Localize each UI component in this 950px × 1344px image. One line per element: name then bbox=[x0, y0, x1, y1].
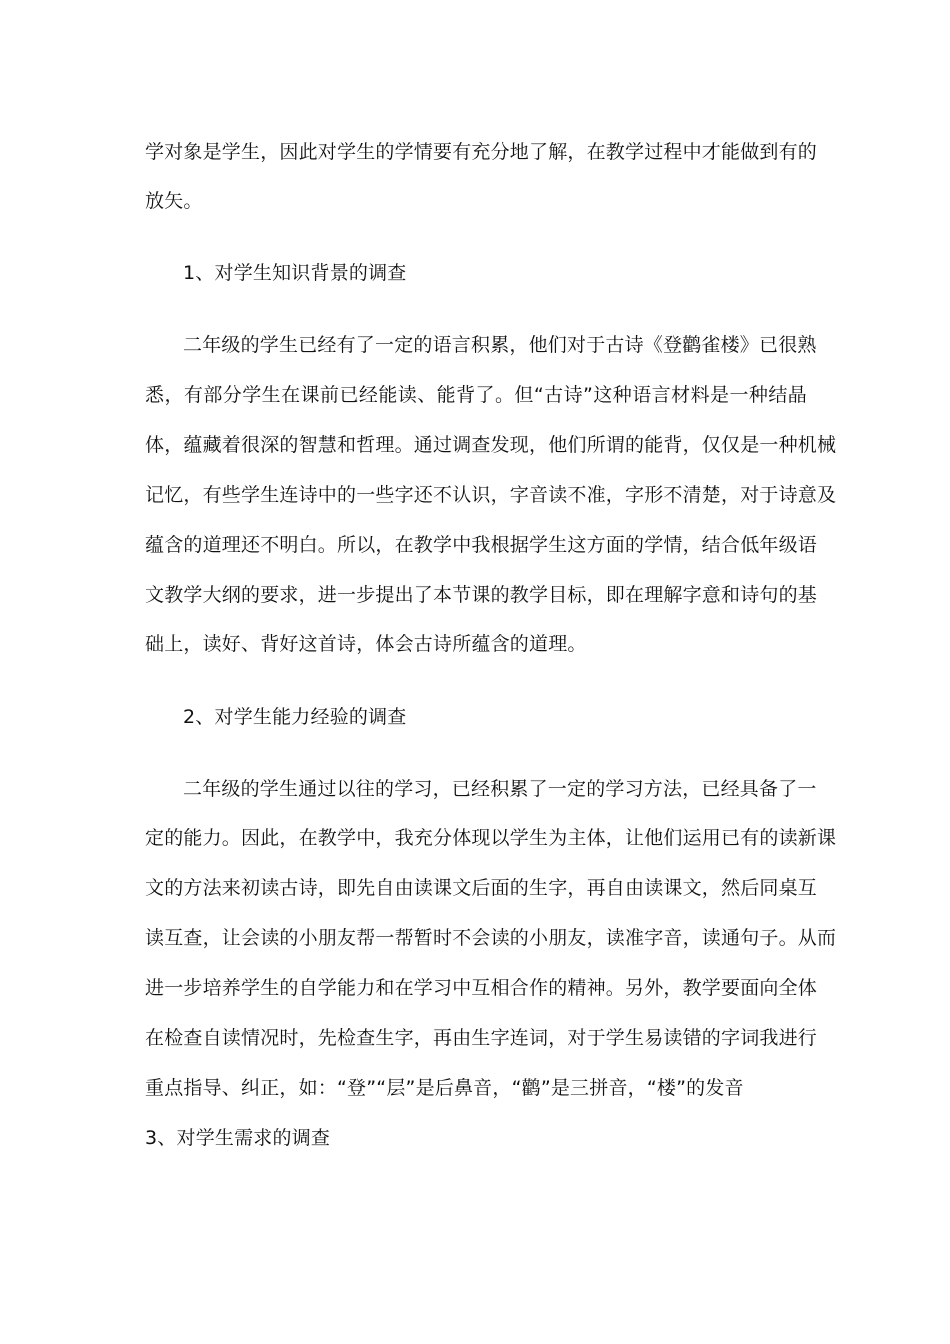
paragraph-line: 重点指导、纠正，如：“登”“层”是后鼻音，“鹳”是三拼音，“楼”的发音 bbox=[145, 1077, 744, 1099]
paragraph-line: 记忆，有些学生连诗中的一些字还不认识，字音读不准，字形不清楚，对于诗意及 bbox=[145, 484, 837, 506]
paragraph-line: 文的方法来初读古诗，即先自由读课文后面的生字，再自由读课文，然后同桌互 bbox=[145, 877, 818, 899]
paragraph-line: 础上，读好、背好这首诗，体会古诗所蕴含的道理。 bbox=[145, 633, 587, 655]
section-heading: 1、对学生知识背景的调查 bbox=[183, 262, 407, 284]
paragraph-line: 放矢。 bbox=[145, 190, 203, 212]
paragraph-line: 文教学大纲的要求，进一步提出了本节课的教学目标，即在理解字意和诗句的基 bbox=[145, 584, 818, 606]
paragraph-line: 二年级的学生通过以往的学习，已经积累了一定的学习方法，已经具备了一 bbox=[183, 778, 817, 800]
paragraph-line: 学对象是学生，因此对学生的学情要有充分地了解，在教学过程中才能做到有的 bbox=[145, 141, 818, 163]
paragraph-line: 读互查，让会读的小朋友帮一帮暂时不会读的小朋友，读准字音，读通句子。从而 bbox=[145, 927, 837, 949]
section-heading: 3、对学生需求的调查 bbox=[145, 1127, 331, 1149]
paragraph-line: 在检查自读情况时，先检查生字，再由生字连词，对于学生易读错的字词我进行 bbox=[145, 1027, 818, 1049]
section-heading: 2、对学生能力经验的调查 bbox=[183, 706, 407, 728]
paragraph-line: 蕴含的道理还不明白。所以，在教学中我根据学生这方面的学情，结合低年级语 bbox=[145, 534, 818, 556]
paragraph-line: 进一步培养学生的自学能力和在学习中互相合作的精神。另外，教学要面向全体 bbox=[145, 977, 818, 999]
paragraph-line: 体，蕴藏着很深的智慧和哲理。通过调查发现，他们所谓的能背，仅仅是一种机械 bbox=[145, 434, 837, 456]
paragraph-line: 悉，有部分学生在课前已经能读、能背了。但“古诗”这种语言材料是一种结晶 bbox=[145, 384, 807, 406]
paragraph-line: 定的能力。因此，在教学中，我充分体现以学生为主体，让他们运用已有的读新课 bbox=[145, 827, 837, 849]
paragraph-line: 二年级的学生已经有了一定的语言积累，他们对于古诗《登鹳雀楼》已很熟 bbox=[183, 334, 817, 356]
